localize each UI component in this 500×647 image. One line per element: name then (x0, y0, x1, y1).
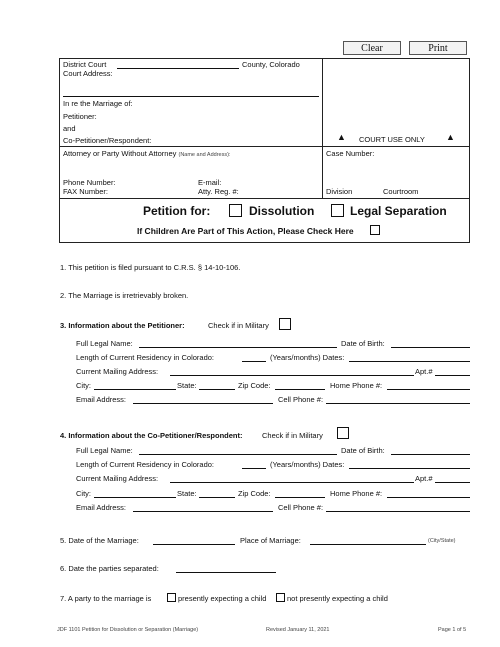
court-address-label: Court Address: (63, 69, 113, 78)
footer-revised: Revised January 11, 2021 (266, 627, 330, 633)
r-state-label: State: (177, 489, 197, 498)
separation-date-field[interactable] (176, 572, 276, 573)
item-7-label: 7. A party to the marriage is (60, 594, 152, 603)
item-1: 1. This petition is filed pursuant to C.R.S. § 14-10-106. (60, 263, 241, 272)
atty-reg-label: Atty. Reg. #: (198, 187, 239, 196)
p-email-label: Email Address: (76, 395, 127, 404)
p-cell-field[interactable] (326, 403, 470, 404)
p-zip-label: Zip Code: (238, 381, 271, 390)
children-checkbox[interactable] (370, 225, 380, 235)
r-years-label: (Years/months) Dates: (270, 460, 345, 469)
item-2: 2. The Marriage is irretrievably broken. (60, 291, 189, 300)
r-email-label: Email Address: (76, 503, 127, 512)
p-years-label: (Years/months) Dates: (270, 353, 345, 362)
caption-rule-1 (59, 146, 470, 147)
caption-rule-2 (59, 198, 470, 199)
and-label: and (63, 124, 76, 133)
marriage-place-field[interactable] (310, 544, 426, 545)
case-number-label: Case Number: (326, 149, 375, 158)
r-email-field[interactable] (133, 511, 273, 512)
r-city-field[interactable] (94, 497, 176, 498)
p-dates-field[interactable] (349, 361, 470, 362)
print-button[interactable]: Print (409, 41, 467, 55)
r-residency-label: Length of Current Residency in Colorado: (76, 460, 214, 469)
court-use-only: COURT USE ONLY (359, 135, 425, 144)
item-4-military-checkbox[interactable] (337, 427, 349, 439)
p-city-field[interactable] (94, 389, 176, 390)
r-home-phone-label: Home Phone #: (330, 489, 383, 498)
r-state-field[interactable] (199, 497, 235, 498)
children-line: If Children Are Part of This Action, Please Check Here (137, 226, 354, 236)
county-label: County, Colorado (242, 60, 300, 69)
attorney-label: Attorney or Party Without Attorney (Name and Address): (63, 149, 231, 158)
p-state-field[interactable] (199, 389, 235, 390)
p-cell-label: Cell Phone #: (278, 395, 324, 404)
item-4-heading: 4. Information about the Co-Petitioner/Respondent: (60, 431, 243, 440)
footer-form: JDF 1101 Petition for Dissolution or Separation (Marriage) (57, 627, 199, 633)
p-mailing-label: Current Mailing Address: (76, 367, 159, 376)
petition-title: Petition for: (143, 204, 211, 218)
not-expecting-checkbox[interactable] (276, 593, 285, 602)
triangle-left-icon: ▲ (337, 132, 346, 142)
p-apt-field[interactable] (435, 375, 470, 376)
p-email-field[interactable] (133, 403, 273, 404)
court-address-rule (63, 96, 319, 97)
division-label: Division (326, 187, 353, 196)
phone-label: Phone Number: (63, 178, 116, 187)
p-zip-field[interactable] (275, 389, 325, 390)
item-5-city-note: (City/State) (428, 538, 456, 544)
item-4-military-label: Check if in Military (262, 431, 323, 440)
fax-label: FAX Number: (63, 187, 109, 196)
p-full-name-field[interactable] (139, 347, 337, 348)
p-residency-label: Length of Current Residency in Colorado: (76, 353, 214, 362)
p-full-name-label: Full Legal Name: (76, 339, 133, 348)
p-apt-label: Apt.# (415, 367, 433, 376)
r-full-name-label: Full Legal Name: (76, 446, 133, 455)
marriage-date-field[interactable] (153, 544, 235, 545)
p-home-phone-field[interactable] (387, 389, 470, 390)
r-dob-field[interactable] (391, 454, 470, 455)
r-city-label: City: (76, 489, 91, 498)
r-full-name-field[interactable] (139, 454, 337, 455)
item-6-label: 6. Date the parties separated: (60, 564, 159, 573)
p-mailing-field[interactable] (170, 375, 414, 376)
item-5-place-label: Place of Marriage: (240, 536, 301, 545)
triangle-right-icon: ▲ (446, 132, 455, 142)
r-home-phone-field[interactable] (387, 497, 470, 498)
not-expecting-label: not presently expecting a child (287, 594, 388, 603)
expecting-checkbox[interactable] (167, 593, 176, 602)
r-dob-label: Date of Birth: (341, 446, 385, 455)
county-field[interactable] (117, 68, 239, 69)
r-apt-label: Apt.# (415, 474, 433, 483)
legal-separation-checkbox[interactable] (331, 204, 344, 217)
co-petitioner-label: Co-Petitioner/Respondent: (63, 136, 152, 145)
r-cell-field[interactable] (326, 511, 470, 512)
district-court-label: District Court (63, 60, 107, 69)
p-state-label: State: (177, 381, 197, 390)
p-residency-field[interactable] (242, 361, 266, 362)
r-mailing-field[interactable] (170, 482, 414, 483)
courtroom-label: Courtroom (383, 187, 419, 196)
r-apt-field[interactable] (435, 482, 470, 483)
item-3-heading: 3. Information about the Petitioner: (60, 321, 185, 330)
clear-button[interactable]: Clear (343, 41, 401, 55)
item-5-label: 5. Date of the Marriage: (60, 536, 139, 545)
expecting-label: presently expecting a child (178, 594, 267, 603)
p-home-phone-label: Home Phone #: (330, 381, 383, 390)
attorney-note: (Name and Address): (178, 152, 231, 158)
petitioner-label: Petitioner: (63, 112, 97, 121)
p-city-label: City: (76, 381, 91, 390)
footer-page: Page 1 of 5 (438, 627, 467, 633)
legal-separation-label: Legal Separation (350, 204, 447, 218)
r-zip-label: Zip Code: (238, 489, 271, 498)
dissolution-checkbox[interactable] (229, 204, 242, 217)
r-dates-field[interactable] (349, 468, 470, 469)
r-residency-field[interactable] (242, 468, 266, 469)
item-3-military-label: Check if in Military (208, 321, 269, 330)
item-3-military-checkbox[interactable] (279, 318, 291, 330)
p-dob-label: Date of Birth: (341, 339, 385, 348)
r-zip-field[interactable] (275, 497, 325, 498)
r-cell-label: Cell Phone #: (278, 503, 324, 512)
p-dob-field[interactable] (391, 347, 470, 348)
caption-divider (322, 58, 323, 199)
dissolution-label: Dissolution (249, 204, 315, 218)
email-label: E-mail: (198, 178, 222, 187)
in-re-label: In re the Marriage of: (63, 99, 133, 108)
r-mailing-label: Current Mailing Address: (76, 474, 159, 483)
